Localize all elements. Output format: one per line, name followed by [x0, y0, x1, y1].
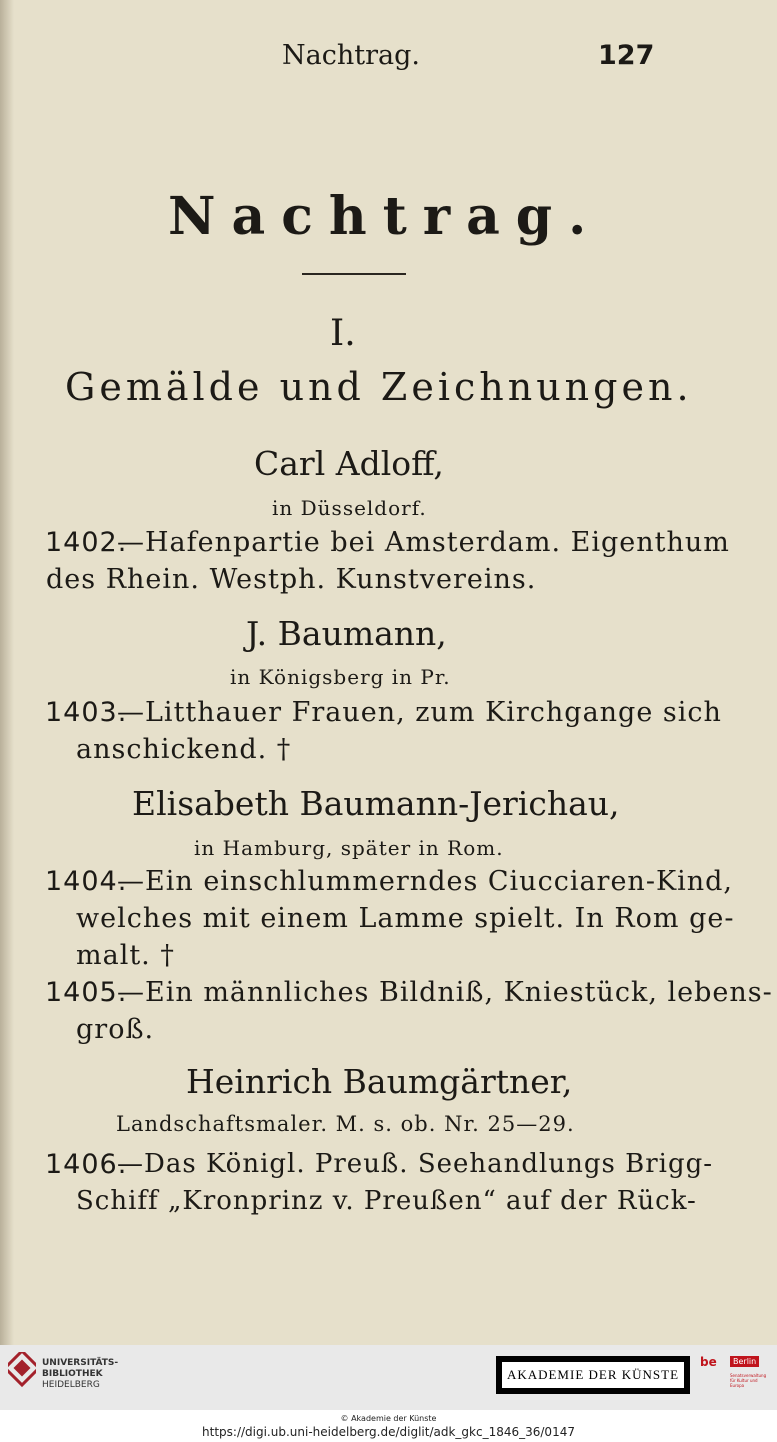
akademie-logo[interactable]: [496, 1356, 690, 1394]
entry-line: Schiff „Kronprinz v. Preußen“ auf der Rück-: [76, 1186, 697, 1216]
viewer-footer: [0, 1345, 777, 1410]
artist-name: J. Baumann,: [246, 614, 447, 653]
artist-name: Carl Adloff,: [254, 444, 444, 483]
entry-line: groß.: [76, 1014, 155, 1045]
section-number: I.: [330, 313, 356, 354]
page-url[interactable]: https://digi.ub.uni-heidelberg.de/diglit/adk_gkc_1846_36/0147: [202, 1425, 575, 1439]
catalogue-number: 1406.: [45, 1149, 128, 1180]
entry-line: malt. †: [76, 940, 175, 971]
berlin-logo[interactable]: [700, 1355, 766, 1397]
entry-line: anschickend. †: [76, 734, 292, 765]
artist-place: Landschaftsmaler. M. s. ob. Nr. 25—29.: [116, 1112, 575, 1136]
catalogue-number: 1402.: [45, 527, 128, 558]
artist-place: in Hamburg, später in Rom.: [194, 836, 504, 860]
entry-line: des Rhein. Westph. Kunstvereins.: [46, 564, 537, 595]
entry-line: —Litthauer Frauen, zum Kirchgange sich: [117, 697, 722, 728]
berlin-subtext: Senatsverwaltung für Kultur und Europa: [730, 1373, 767, 1388]
artist-place: in Königsberg in Pr.: [230, 665, 451, 689]
artist-name: Elisabeth Baumann-Jerichau,: [132, 784, 620, 823]
be-berlin-mark: be: [700, 1355, 717, 1369]
page-gutter: [0, 0, 14, 1345]
copyright-notice: © Akademie der Künste: [340, 1414, 437, 1423]
akademie-label: AKADEMIE DER KÜNSTE: [502, 1362, 684, 1388]
entry-line: —Ein männliches Bildniß, Kniestück, lebens-: [117, 977, 773, 1008]
entry-line: welches mit einem Lamme spielt. In Rom ge-: [76, 903, 735, 934]
artist-place: in Düsseldorf.: [272, 496, 427, 520]
artist-name: Heinrich Baumgärtner,: [186, 1062, 573, 1101]
berlin-box-label: Berlin: [730, 1356, 759, 1367]
catalogue-number: 1403.: [45, 697, 128, 728]
title-rule: [302, 273, 406, 275]
entry-line: —Ein einschlummerndes Ciucciaren-Kind,: [117, 866, 734, 897]
section-title: Gemälde und Zeichnungen.: [65, 365, 693, 409]
entry-line: —Hafenpartie bei Amsterdam. Eigenthum: [117, 527, 730, 558]
catalogue-number: 1405.: [45, 977, 128, 1008]
running-head: Nachtrag.: [282, 40, 420, 71]
page-title: Nachtrag.: [168, 186, 603, 247]
page-number: 127: [598, 40, 655, 71]
catalogue-number: 1404.: [45, 866, 128, 897]
entry-line: —Das Königl. Preuß. Seehandlungs Brigg-: [117, 1149, 714, 1179]
university-library-name[interactable]: UNIVERSITÄTS- BIBLIOTHEK HEIDELBERG: [42, 1358, 119, 1390]
university-library-logo[interactable]: [8, 1352, 36, 1392]
